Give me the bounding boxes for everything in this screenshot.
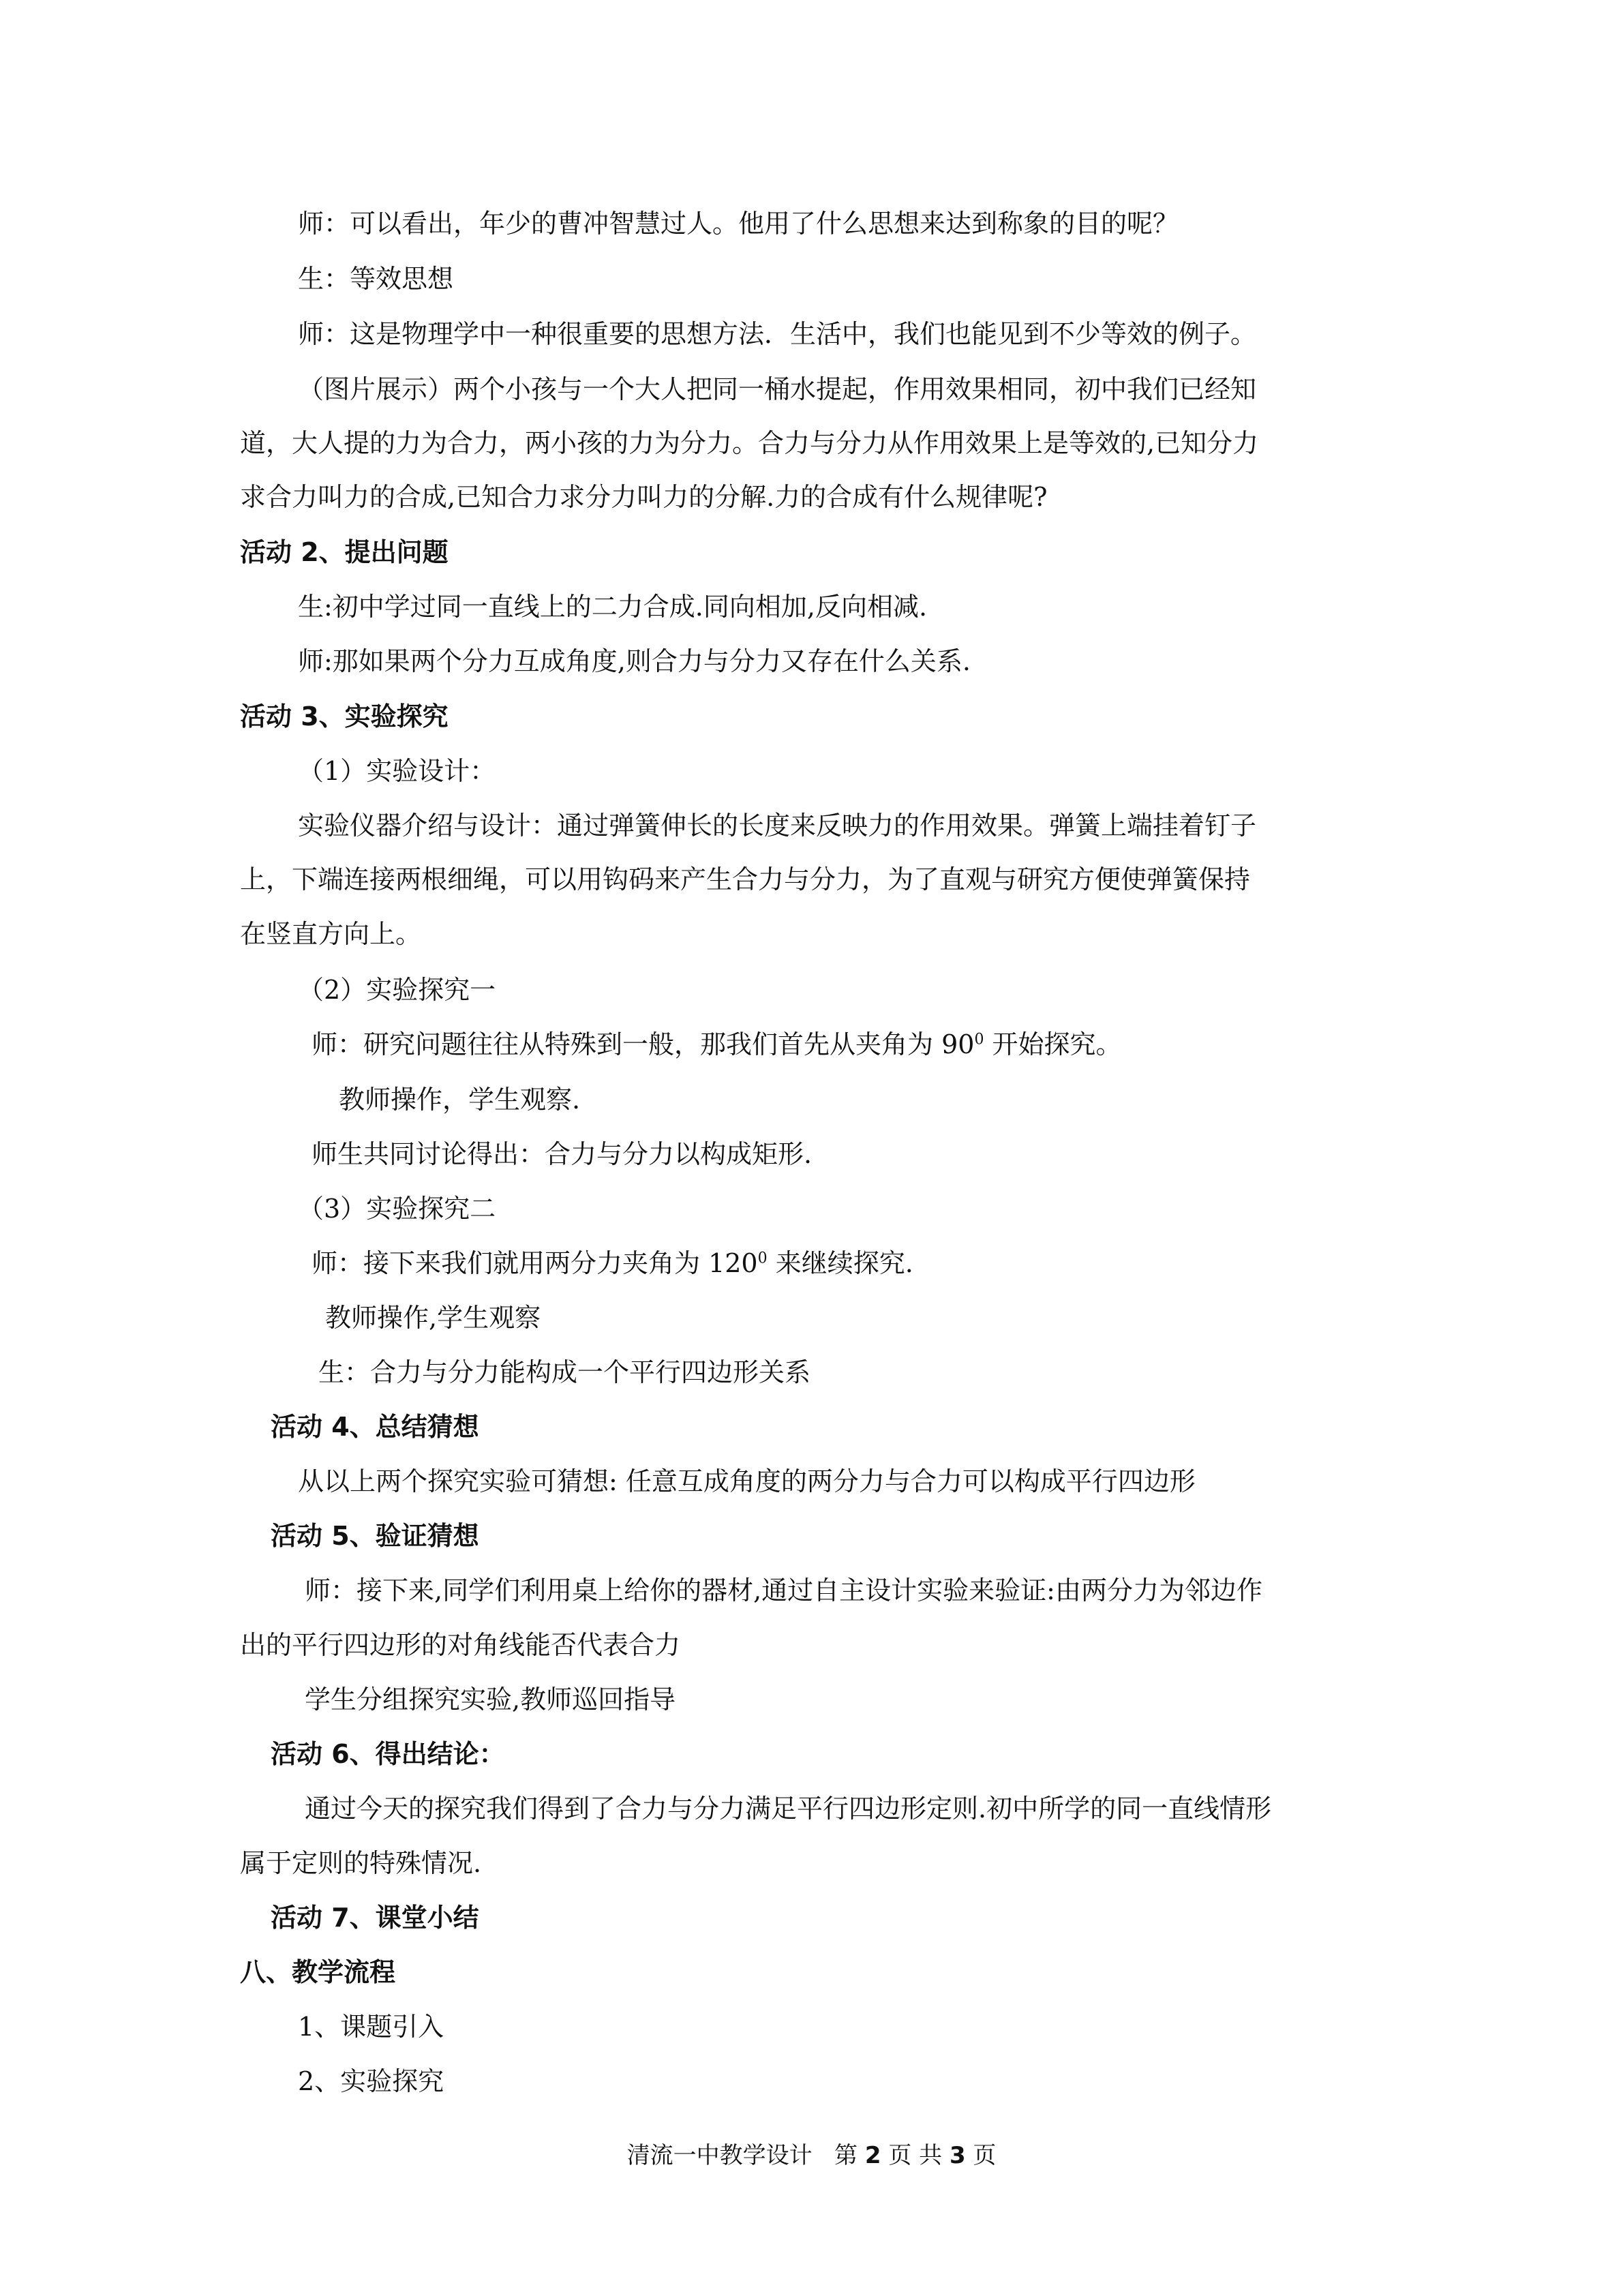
paragraph-line: 上，下端连接两根细绳，可以用钩码来产生合力与分力，为了直观与研究方便使弹簧保持 [240,864,1251,894]
degree-superscript: 0 [974,1031,984,1048]
activity-heading: 活动 5、验证猜想 [271,1521,479,1551]
dialogue-line: 师：接下来,同学们利用桌上给你的器材,通过自主设计实验来验证:由两分力为邻边作 [305,1575,1262,1605]
paragraph-line: 教师操作，学生观察. [339,1085,581,1115]
dialogue-line: 生：等效思想 [298,264,454,294]
footer-ye: 页 [973,2142,997,2169]
paragraph-line: 实验仪器介绍与设计：通过弹簧伸长的长度来反映力的作用效果。弹簧上端挂着钉子 [298,811,1257,841]
dialogue-line: 师：这是物理学中一种很重要的思想方法．生活中，我们也能见到不少等效的例子。 [298,319,1257,349]
dialogue-line: 师：可以看出，年少的曹冲智慧过人。他用了什么思想来达到称象的目的呢？ [298,209,1179,239]
paragraph-line: 教师操作,学生观察 [325,1303,541,1333]
activity-heading: 活动 7、课堂小结 [271,1903,479,1933]
subsection-label: （2）实验探究一 [298,975,496,1005]
section-heading: 八、教学流程 [240,1957,396,1987]
list-item: 2、实验探究 [298,2066,444,2096]
page-number: 2 [864,2142,881,2169]
footer-gong: 共 [919,2142,943,2169]
dialogue-line: 生：合力与分力能构成一个平行四边形关系 [318,1357,811,1387]
paragraph-line: （图片展示）两个小孩与一个大人把同一桶水提起，作用效果相同，初中我们已经知 [298,374,1257,404]
paragraph-line: 师生共同讨论得出：合力与分力以构成矩形. [312,1139,813,1169]
dialogue-line: 师：研究问题往往从特殊到一般，那我们首先从夹角为 $90^0$ 开始探究。 [312,1029,1122,1059]
subsection-label: （1）实验设计： [298,756,496,786]
paragraph-line: 通过今天的探究我们得到了合力与分力满足平行四边形定则.初中所学的同一直线情形 [305,1794,1272,1824]
dialogue-line: 生:初中学过同一直线上的二力合成.同向相加,反向相减. [298,592,928,622]
activity-heading: 活动 2、提出问题 [240,537,449,567]
footer-di: 第 [834,2142,858,2169]
subsection-label: （3）实验探究二 [298,1194,496,1224]
paragraph-line: 求合力叫力的合成,已知合力求分力叫力的分解.力的合成有什么规律呢? [240,482,1048,512]
dialogue-line: 师：接下来我们就用两分力夹角为 $120^0$ 来继续探究. [312,1248,913,1278]
paragraph-line: 道，大人提的力为合力，两小孩的力为分力。合力与分力从作用效果上是等效的,已知分力 [240,428,1259,458]
paragraph-line: 在竖直方向上。 [240,919,422,949]
list-item: 1、课题引入 [298,2012,444,2042]
degree-superscript: 0 [757,1250,768,1267]
paragraph-line: 属于定则的特殊情况. [240,1848,482,1878]
paragraph-line: 学生分组探究实验,教师巡回指导 [305,1685,676,1715]
activity-heading: 活动 3、实验探究 [240,701,449,731]
footer-title: 清流一中教学设计 [626,2142,813,2169]
footer-ye: 页 [888,2142,912,2169]
paragraph-line: 出的平行四边形的对角线能否代表合力 [240,1630,681,1660]
page-footer [0,2141,1623,2171]
dialogue-line: 师:那如果两个分力互成角度,则合力与分力又存在什么关系. [298,646,971,676]
activity-heading: 活动 6、得出结论： [271,1739,505,1769]
total-pages: 3 [949,2142,966,2169]
activity-heading: 活动 4、总结猜想 [271,1412,479,1442]
paragraph-line: 从以上两个探究实验可猜想: 任意互成角度的两分力与合力可以构成平行四边形 [298,1466,1196,1496]
